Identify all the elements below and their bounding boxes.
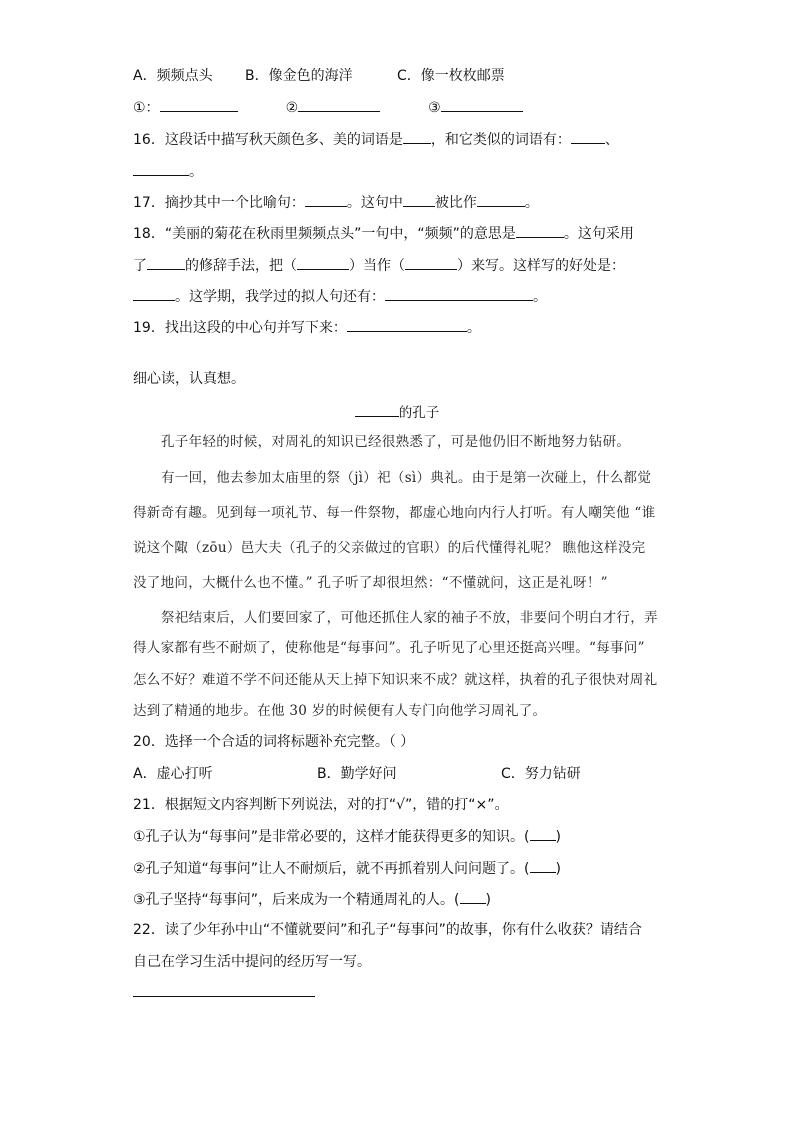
q19-text-a: 19．找出这段的中心句并写下来： [133, 320, 347, 336]
q18-blank5[interactable] [133, 286, 175, 301]
q22-answer-line[interactable] [133, 996, 315, 997]
q22-line2: 自己在学习生活中提问的经历写一写。 [133, 954, 371, 970]
q17-text-a: 17．摘抄其中一个比喻句： [133, 195, 305, 211]
q17-blank1[interactable] [305, 192, 347, 207]
q21-s3-blank[interactable] [460, 889, 486, 904]
story-title-suffix: 的孔子 [398, 405, 440, 421]
q20-stem: 20．选择一个合适的词将标题补充完整。（ ） [133, 734, 415, 750]
story-p2-line3: 说这个陬（zōu）邑大夫（孔子的父亲做过的官职）的后代懂得礼呢？ 瞧他这样没完 [133, 540, 646, 556]
q18-line3 [133, 286, 547, 307]
q16-line1 [133, 129, 619, 150]
q17-text-b: 。这句中 [346, 195, 403, 211]
story-p1: 孔子年轻的时候，对周礼的知识已经很熟悉了，可是他仍旧不断地努力钻研。 [161, 434, 631, 450]
q17-blank3[interactable] [477, 192, 525, 207]
q15-fill3-blank[interactable] [441, 97, 523, 112]
q21-statement-3 [133, 889, 491, 910]
q16-blank3[interactable] [133, 161, 189, 176]
story-p3-line2: 得人家都有些不耐烦了，使称他是“每事问”。孔子听见了心里还挺高兴哩。“每事问” [133, 640, 645, 656]
q18-text-l3a: 。这学期，我学过的拟人句还有： [175, 289, 385, 305]
q21-statement-2 [133, 858, 561, 879]
q21-s1-close: ) [555, 829, 561, 845]
q15-option-a: A．频频点头 [133, 68, 213, 84]
q21-s2-blank[interactable] [530, 858, 556, 873]
q17-text-c: 被比作 [434, 195, 477, 211]
q18-line2 [133, 255, 625, 276]
q18-text-l3b: 。 [533, 289, 547, 305]
q15-fill3-label: ③ [428, 100, 441, 116]
q19-blank[interactable] [347, 317, 467, 332]
q18-text-l1b: 。这句采用 [563, 226, 634, 242]
q19-text-b: 。 [466, 320, 481, 336]
q16-text-c: 、 [604, 132, 619, 148]
story-p3-line3: 怎么不好？难道不学不问还能从天上掉下知识来不成？就这样，执着的孔子很快对周礼 [133, 672, 658, 688]
q15-fill1-blank[interactable] [160, 97, 238, 112]
q22-line1: 22．读了少年孙中山“不懂就要问”和孔子“每事问”的故事，你有什么收获？请结合 [133, 922, 642, 938]
q20-option-b: B．勤学好问 [317, 766, 397, 782]
q18-blank3[interactable] [297, 255, 349, 270]
q19-line [133, 317, 481, 338]
q18-text-l1a: 18．“美丽的菊花在秋雨里频频点头”一句中，“频频”的意思是 [133, 226, 516, 242]
q15-option-b: B．像金色的海洋 [245, 68, 353, 84]
q18-blank1[interactable] [516, 223, 564, 238]
q20-option-a: A．虚心打听 [133, 766, 213, 782]
q15-fill2-blank[interactable] [298, 97, 380, 112]
story-p3-line1: 祭祀结束后，人们要回家了，可他还抓住人家的袖子不放，非要问个明白才行，弄 [161, 610, 658, 626]
q21-s2-text: ②孔子知道“每事问”让人不耐烦后，就不再抓着别人问问题了。( [133, 861, 530, 877]
q18-text-l2d: ）来写。这样写的好处是： [457, 258, 625, 274]
story-p2-line1: 有一回，他去参加太庙里的祭（jì）祀（sì）典礼。由于是第一次碰上，什么都觉 [161, 470, 652, 486]
q18-text-l2b: 的修辞手法，把（ [185, 258, 297, 274]
q21-stem: 21．根据短文内容判断下列说法，对的打“√”，错的打“×”。 [133, 797, 509, 813]
q20-option-c: C．努力钻研 [501, 766, 581, 782]
q16-blank2[interactable] [571, 129, 605, 144]
q15-fill1-label: ①： [133, 100, 160, 116]
q15-fill-row [133, 97, 523, 118]
q16-blank1[interactable] [403, 129, 431, 144]
q21-s2-close: ) [555, 861, 561, 877]
q18-text-l2a: 了 [133, 258, 147, 274]
q16-text-b: ，和它类似的词语有： [430, 132, 571, 148]
q17-blank2[interactable] [403, 192, 435, 207]
q21-s1-blank[interactable] [530, 826, 556, 841]
story-title-blank[interactable] [355, 404, 399, 417]
story-p3-line4: 达到了精通的地步。在他 30 岁的时候便有人专门向他学习周礼了。 [133, 703, 547, 719]
q18-blank6[interactable] [385, 286, 533, 301]
section-title: 细心读，认真想。 [133, 371, 245, 387]
q18-text-l2c: ）当作（ [349, 258, 405, 274]
q17-line [133, 192, 539, 213]
q16-text-d: 。 [189, 164, 203, 180]
q18-line1 [133, 223, 634, 244]
q15-option-c: C．像一枚枚邮票 [397, 68, 505, 84]
q16-line2 [133, 161, 203, 182]
q18-blank4[interactable] [405, 255, 457, 270]
q20-options-row [133, 764, 581, 784]
q21-s3-close: ) [485, 892, 491, 908]
story-p2-line2: 得新奇有趣。见到每一项礼节、每一件祭物，都虚心地向内行人打听。有人嘲笑他 “谁 [133, 505, 656, 521]
q21-s3-text: ③孔子坚持“每事问”，后来成为一个精通周礼的人。( [133, 892, 460, 908]
q16-text-a: 16．这段话中描写秋天颜色多、美的词语是 [133, 132, 403, 148]
story-p2-line4: 没了地问，大概什么也不懂。” 孔子听了却很坦然：“不懂就问，这正是礼呀！” [133, 575, 608, 591]
q21-statement-1 [133, 826, 561, 847]
q15-fill2-label: ② [285, 100, 299, 116]
q15-options-row [133, 66, 505, 86]
story-title [0, 401, 794, 421]
q18-blank2[interactable] [147, 255, 185, 270]
q21-s1-text: ①孔子认为“每事问”是非常必要的，这样才能获得更多的知识。( [133, 829, 530, 845]
q17-text-d: 。 [524, 195, 539, 211]
